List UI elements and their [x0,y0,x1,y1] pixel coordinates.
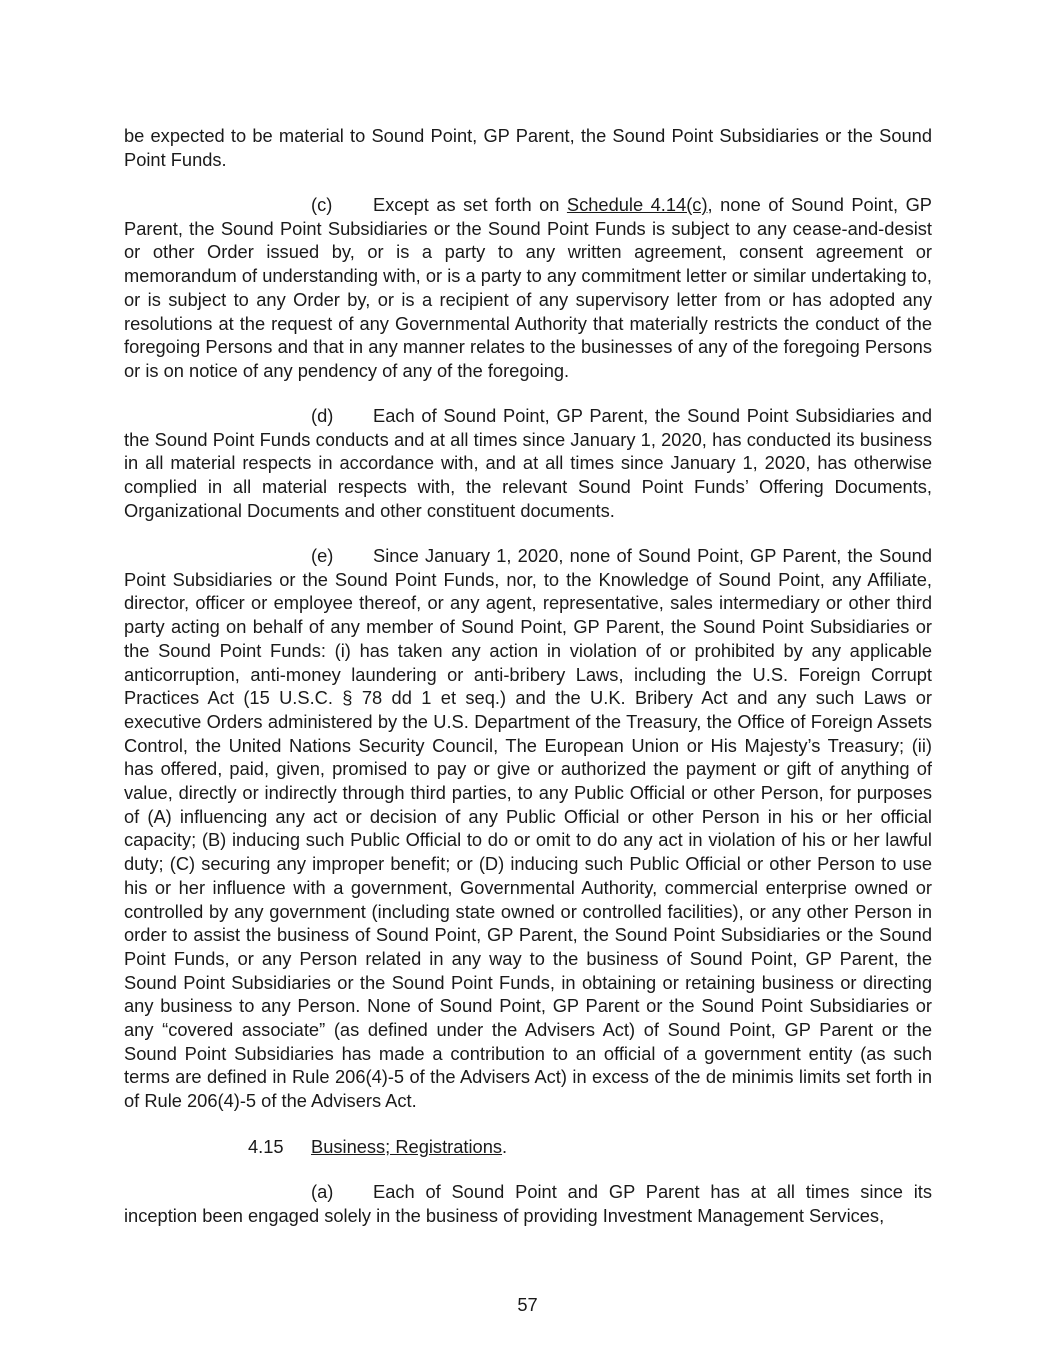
paragraph-continuation [124,124,932,171]
section-heading-4-15 [248,1135,507,1159]
paragraph-e-text: Since January 1, 2020, none of Sound Point, GP Parent, the Sound Point Subsidiaries or the Sound Point Funds, nor, to the Knowledge of Sound Point, any Affiliate, director, officer or employee thereof, or any agent, representative, sales intermediary or other third party acting on behalf of any member of Sound Point, GP Parent, the Sound Point Subsidiaries or the Sound Point Funds: (i) has taken any action in violation of or prohibited by any applicable anticorruption, anti-money laundering or anti-bribery Laws, including the U.S. Foreign Corrupt Practices Act (15 U.S.C. § 78 dd 1 et seq.) and the U.K. Bribery Act and any such Laws or executive Orders administered by the U.S. Department of the Treasury, the Office of Foreign Assets Control, the United Nations Security Council, The European Union or His Majesty’s Treasury; (ii) has offered, paid, given, promised to pay or give or authorized the payment or gift of anything of value, directly or indirectly through third parties, to any Public Official or other Person, for purposes of (A) influencing any act or decision of any Public Official or other Person in his or her official capacity; (B) inducing such Public Official to do or omit to do any act in violation of his or her lawful duty; (C) securing any improper benefit; or (D) inducing such Public Official or other Person to use his or her influence with a government, Governmental Authority, commercial enterprise owned or controlled by any government (including state owned or controlled facilities), or any other Person in order to assist the business of Sound Point, GP Parent, the Sound Point Subsidiaries or the Sound Point Funds, or any Person related in any way to the business of Sound Point, GP Parent, the Sound Point Subsidiaries or the Sound Point Funds, in obtaining or retaining business or directing any business to any Person. None of Sound Point, GP Parent or the Sound Point Subsidiaries or any “covered associate” (as defined under the Advisers Act) of Sound Point, GP Parent or the Sound Point Subsidiaries has made a contribution to an official of a government entity (as such terms are defined in Rule 206(4)-5 of the Advisers Act) in excess of the de minimis limits set forth in of Rule 206(4)-5 of the Advisers Act. [124,545,932,1112]
paragraph-c-label: (c) [311,194,333,215]
paragraph-a-label: (a) [311,1181,334,1202]
paragraph-c-text-before: Except as set forth on [373,194,567,215]
section-number: 4.15 [248,1136,284,1157]
section-title-period: . [502,1136,508,1157]
paragraph-a-text: Each of Sound Point and GP Parent has at all times since its inception been engaged solely in the business of providing Investment Management Services, [124,1181,932,1226]
paragraph-d-text: Each of Sound Point, GP Parent, the Sound Point Subsidiaries and the Sound Point Funds conducts and at all times since January 1, 2020, has conducted its business in all material respects in accordance with, and at all times since January 1, 2020, has otherwise complied in all material respects with, the relevant Sound Point Funds’ Offering Documents, Organizational Documents and other constituent documents. [124,405,932,521]
paragraph-continuation-text: be expected to be material to Sound Point, GP Parent, the Sound Point Subsidiaries or the Sound Point Funds. [124,125,932,170]
schedule-reference: Schedule 4.14(c) [566,194,708,215]
paragraph-d [124,404,932,523]
page-number: 57 [517,1294,538,1315]
paragraph-c [124,193,932,383]
paragraph-a [124,1180,932,1227]
paragraph-d-label: (d) [311,405,334,426]
paragraph-e [124,544,932,1113]
paragraph-e-label: (e) [311,545,334,566]
paragraph-c-text-after: , none of Sound Point, GP Parent, the Sound Point Subsidiaries or the Sound Point Funds is subject to any cease-and-desist or other Order issued by, or is a party to any written agreement, consent agreement or memorandum of understanding with, or is a party to any commitment letter or similar undertaking to, or is subject to any Order by, or is a recipient of any supervisory letter from or has adopted any resolutions at the request of any Governmental Authority that materially restricts the conduct of the foregoing Persons and that in any manner relates to the businesses of any of the foregoing Persons or is on notice of any pendency of any of the foregoing. [124,194,932,381]
section-title: Business; Registrations [311,1136,503,1157]
